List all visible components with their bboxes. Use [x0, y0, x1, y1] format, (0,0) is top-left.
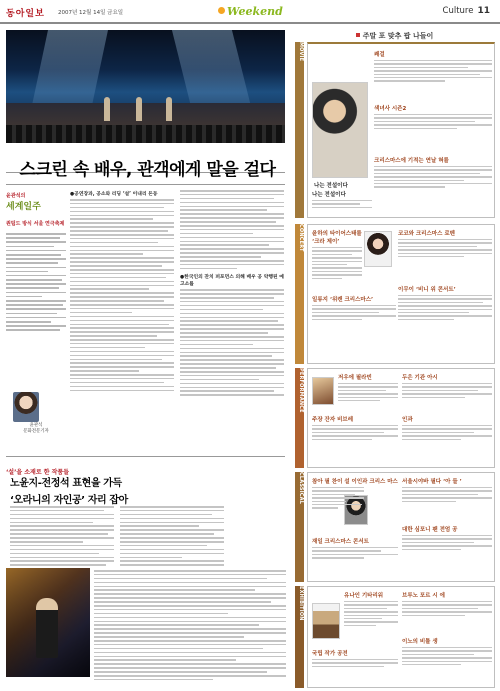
columnist-portrait — [13, 392, 39, 422]
exhibition-photo — [312, 603, 340, 639]
classical-item: 대한 심포니 팬 전엄 공 — [402, 525, 492, 550]
second-headline: 노윤지-전정석 표현을 가득 ‘오라니의 자인공’ 자리 잡아 — [10, 472, 285, 506]
movie-item: 크리스마스에 기적는 연날 혀를 — [374, 156, 492, 188]
second-subhead: ‘오라니의 자인공’ 자리 잡아 — [10, 495, 128, 506]
column-kicker: 퀀텀드 방식 서울 연극축제 — [6, 221, 65, 227]
exhibition-item: 유나인 기타리워 — [344, 591, 398, 626]
classical-item: 서울시야바 필다 ‘아 들 ’ — [402, 477, 492, 502]
sun-icon — [218, 7, 225, 14]
performance-item: 주장 잔자 비브레 — [312, 415, 398, 440]
concert-item: 코코와 크리스마스 로벤 — [398, 229, 492, 257]
weekend-listings-panel — [291, 28, 498, 688]
main-headline: 스크린 속 배우, 관객에게 말을 걸다 — [19, 160, 276, 180]
exhibition-item: 이노의 비틀 생 — [402, 637, 492, 665]
page-number: 11 — [477, 6, 490, 16]
second-body-col — [120, 506, 224, 568]
concert-photo — [364, 231, 392, 267]
exhibition-item: 브루노 포르 시 에 — [402, 591, 492, 616]
exhibition-section — [307, 586, 495, 688]
classical-section — [307, 472, 495, 582]
second-body-col — [10, 506, 114, 568]
movie-item: 색녀사 시즌2 — [374, 104, 492, 129]
concert-item: 윤하의 타이어스태를 ‘크라 제이’ — [312, 229, 362, 279]
issue-date: 2007년 12월 14일 금요일 — [58, 10, 124, 16]
section-label: Culture 11 — [442, 6, 490, 16]
page-header — [0, 0, 500, 24]
article-subhead: ●공연장과, 공소와 리딩 ‘설’ 이내리 돈동 — [70, 192, 158, 197]
section-band-concert: CONCERT — [295, 224, 304, 364]
column-sidebar — [6, 192, 66, 334]
movie-caption: 나는 전설이다 — [314, 183, 348, 189]
section-band-classical: CLASSICAL — [295, 472, 304, 582]
article-subhead: ●한국인의 잔치 퍼포먼스 의해 배우 공 약행된 예고소를 — [180, 275, 284, 288]
second-body-bottom — [94, 570, 286, 683]
newspaper-logo: 동아일보 — [6, 9, 45, 19]
section-band-performance: PERFORMANCE — [295, 368, 304, 468]
performer-photo — [6, 568, 90, 677]
stage-photo — [6, 30, 285, 143]
performance-item: 저우에 필라빈 — [338, 373, 398, 401]
performance-photo — [312, 377, 334, 405]
classical-item: 참아 필 찬이 설 이인과 크리스 마스 — [312, 477, 398, 509]
performance-item: 인과 — [402, 415, 492, 440]
exhibition-item: 국립 작가 공전 — [312, 649, 398, 667]
performance-section — [307, 368, 495, 468]
column-logo: 윤관석의 세계일주 — [6, 193, 41, 212]
movie-section — [307, 42, 495, 218]
listings-title: 주말 포 맞추 팝 나들이 — [291, 31, 498, 41]
movie-item: 나는 전설이다 — [312, 190, 372, 208]
concert-item: 일류지 ‘위캔 크리스마스’ — [312, 295, 396, 320]
section-band-exhibition: EXHIBITION — [295, 586, 304, 688]
concert-item: 이무이 ‘비니 위 콘서트’ — [398, 285, 492, 320]
section-band-movie: MOVIE — [295, 42, 304, 218]
weekend-section-logo: Weekend — [218, 5, 283, 18]
concert-section — [307, 224, 495, 364]
classical-item: 재일 크리스마스 콘서트 — [312, 537, 398, 559]
byline: 윤관석 문화전문기자 — [23, 423, 49, 435]
performance-item: 두은 기관 아시 — [402, 373, 492, 398]
movie-item: 쾌걸 — [374, 50, 492, 82]
second-article-tag: ‘설’을 소재로 한 작품들 — [6, 469, 69, 476]
movie-still — [312, 82, 368, 178]
